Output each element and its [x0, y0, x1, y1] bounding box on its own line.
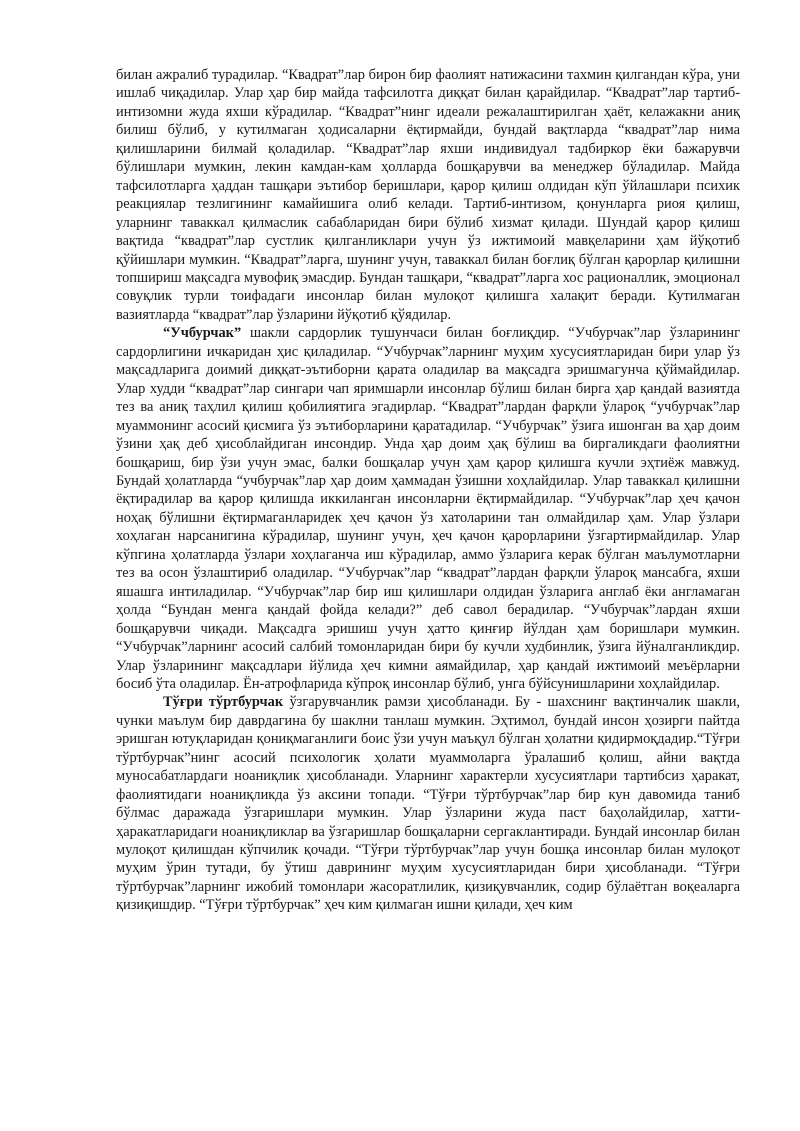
- paragraph-triangle: [116, 324, 740, 693]
- paragraph-triangle-text: шакли сардорлик тушунчаси билан боғлиқдир. “Учбурчак”лар ўзларининг сардорлигини ичкаридан ҳис қиладилар. “Учбурчак”ларнинг муҳим хусусиятларидан бири улар ўз мақсадларига доимий диққат-эътиборни қарата оладилар ва мақсадга эришмагунча қўймайдилар. Улар худди “квадрат”лар сингари чап яримшарли инсонлар бўлиш билан бирга ҳар қандай вазиятда тез ва аниқ таҳлил қилиш қобилиятига эгадирлар. “Квадрат”лардан фарқли ўлароқ “учбурчак”лар муаммонинг асосий қисмига ўз эътиборларини қаратадилар. “Учбурчак” ўзига ишонган ва ҳар доим ўзини ҳақ деб ҳисоблайдиган инсондир. Унда ҳар доим ҳақ бўлиш ва биргаликдаги фаолиятни бошқариш, бир ўзи учун эмас, балки бошқалар учун ҳам қарор қилишга кучли эҳтиёж мавжуд. Бундай ҳолатларда “учбурчак”лар ҳар доим ҳаммадан ўзишни хоҳлайдилар. Улар таваккал қилишни ёқтирадилар ва қарор қилишда иккиланган инсонларни ёқтирмайдилар. “Учбурчак”лар ҳеч қачон ноҳақ бўлишни ёқтирмаганларидек ҳеч қачон ўз хатоларини тан олмайдилар ҳам. Улар ўзлари хоҳлаган нарсанигина кўрадилар, шунинг учун, ҳеч қачон қарорларини ўзгартирмайдилар. Улар кўпгина ҳолатларда ўзлари хоҳлаганча иш кўрадилар, аммо ўзларига керак бўлган маълумотларни тез ва осон ўзлаштириб оладилар. “Учбурчак”лар “квадрат”лардан фарқли ўлароқ мансабга, яхши яшашга интиладилар. “Учбурчак”лар бир иш қилишлари олдидан ўзларига англаб ёки англамаган ҳолда “Бундан менга қандай фойда келади?” деб савол берадилар. “Учбурчак”лардан яхши бошқарувчи чиқади. Мақсадга эришиш учун ҳатто қинғир йўлдан ҳам боришлари мумкин. “Учбурчак”ларнинг асосий салбий томонларидан бири бу кучли худбинлик, ўзига йўналганликдир. Улар ўзларининг мақсадлари йўлида ҳеч кимни аямайдилар, ҳар қандай ижтимоий меъёрларни босиб ўта оладилар. Ён-атрофларида кўпроқ инсонлар бўлиб, унга бўйсунишларини хоҳлайдилар.: [116, 325, 740, 692]
- paragraph-squares: [116, 66, 740, 324]
- triangle-term: “Учбурчак”: [163, 325, 242, 342]
- rectangle-term: Тўғри тўртбурчак: [163, 694, 284, 711]
- paragraph-squares-text: билан ажралиб турадилар. “Квадрат”лар бирон бир фаолият натижасини тахмин қилгандан кўра, уни ишлаб чиқадилар. Улар ҳар бир майда тафсилотга диққат билан қарайдилар. “Квадрат”лар тартиб-интизомни жуда яхши кўрадилар. “Квадрат”нинг идеали режалаштирилган ҳаёт, келажакни аниқ билиш бўлиб, у кутилмаган ҳодисаларни ёқтирмайди, бундай вақтларда “квадрат”лар нима қилишларини билмай қоладилар. “Квадрат”лар яхши индивидуал тадбиркор ёки бажарувчи бўлишлари мумкин, лекин камдан-кам ҳолларда бошқарувчи ва менеджер бўладилар. Майда тафсилотларга ҳаддан ташқари эътибор беришлари, қарор қилиш олдидан кўп ўйлашлари психик реакциялар тезлигининг камайишига олиб келади. Тартиб-интизом, қонунларга риоя қилиш, уларнинг таваккал қилмаслик сабабларидан бири бўлиб хизмат қилади. Шундай қарор қилиш вақтида “квадрат”лар сустлик қилганликлари учун ўз ижтимоий мавқеларини ҳам йўқотиб қўйишлари мумкин. “Квадрат”ларга, шунинг учун, таваккал билан боғлиқ бўлган қарорлар қилишни топшириш мақсадга мувофиқ эмасдир. Бундан ташқари, “квадрат”ларга хос рационаллик, эмоционал совуқлик турли тоифадаги инсонлар билан мулоқот қилишга халақит беради. Кутилмаган вазиятларда “квадрат”лар ўзларини йўқотиб қўядилар.: [116, 67, 740, 323]
- paragraph-rectangle: [116, 693, 740, 914]
- paragraph-rectangle-text: ўзгарувчанлик рамзи ҳисобланади. Бу - шахснинг вақтинчалик шакли, чунки маълум бир даврдагина бу шаклни танлаш мумкин. Эҳтимол, бундай инсон ҳозирги пайтда эришган ютуқларидан қониқмаганлиги боис ўзи учун маъқул бўлган ҳолатни қидирмоқдадир.“Тўғри тўртбурчак”нинг асосий психологик ҳолати муаммоларга ўралашиб қолиш, айни вақтда муносабатлардаги ноаниқлик ҳисобланади. Уларнинг характерли хусусиятлари тартибсиз ҳаракат, фаолиятидаги ноаниқликда ўз аксини топади. “Тўғри тўртбурчак”лар бир кун давомида таниб бўлмас даражада ўзгаришлари мумкин. Улар ўзларини жуда паст баҳолайдилар, хатти-ҳаракатларидаги ноаниқликлар ва ўзгаришлар бошқаларни сергаклантиради. Бундай инсонлар билан мулоқот қилишдан кўпчилик қочади. “Тўғри тўртбурчак”лар учун бошқа инсонлар билан мулоқот муҳим ўрин тутади, бу ўтиш даврининг муҳим хусусиятларидан бири ҳисобланади. “Тўғри тўртбурчак”ларнинг ижобий томонлари жасоратлилик, қизиқувчанлик, содир бўлаётган воқеаларга қизиқишдир. “Тўғри тўртбурчак” ҳеч ким қилмаган ишни қилади, ҳеч ким: [116, 694, 740, 914]
